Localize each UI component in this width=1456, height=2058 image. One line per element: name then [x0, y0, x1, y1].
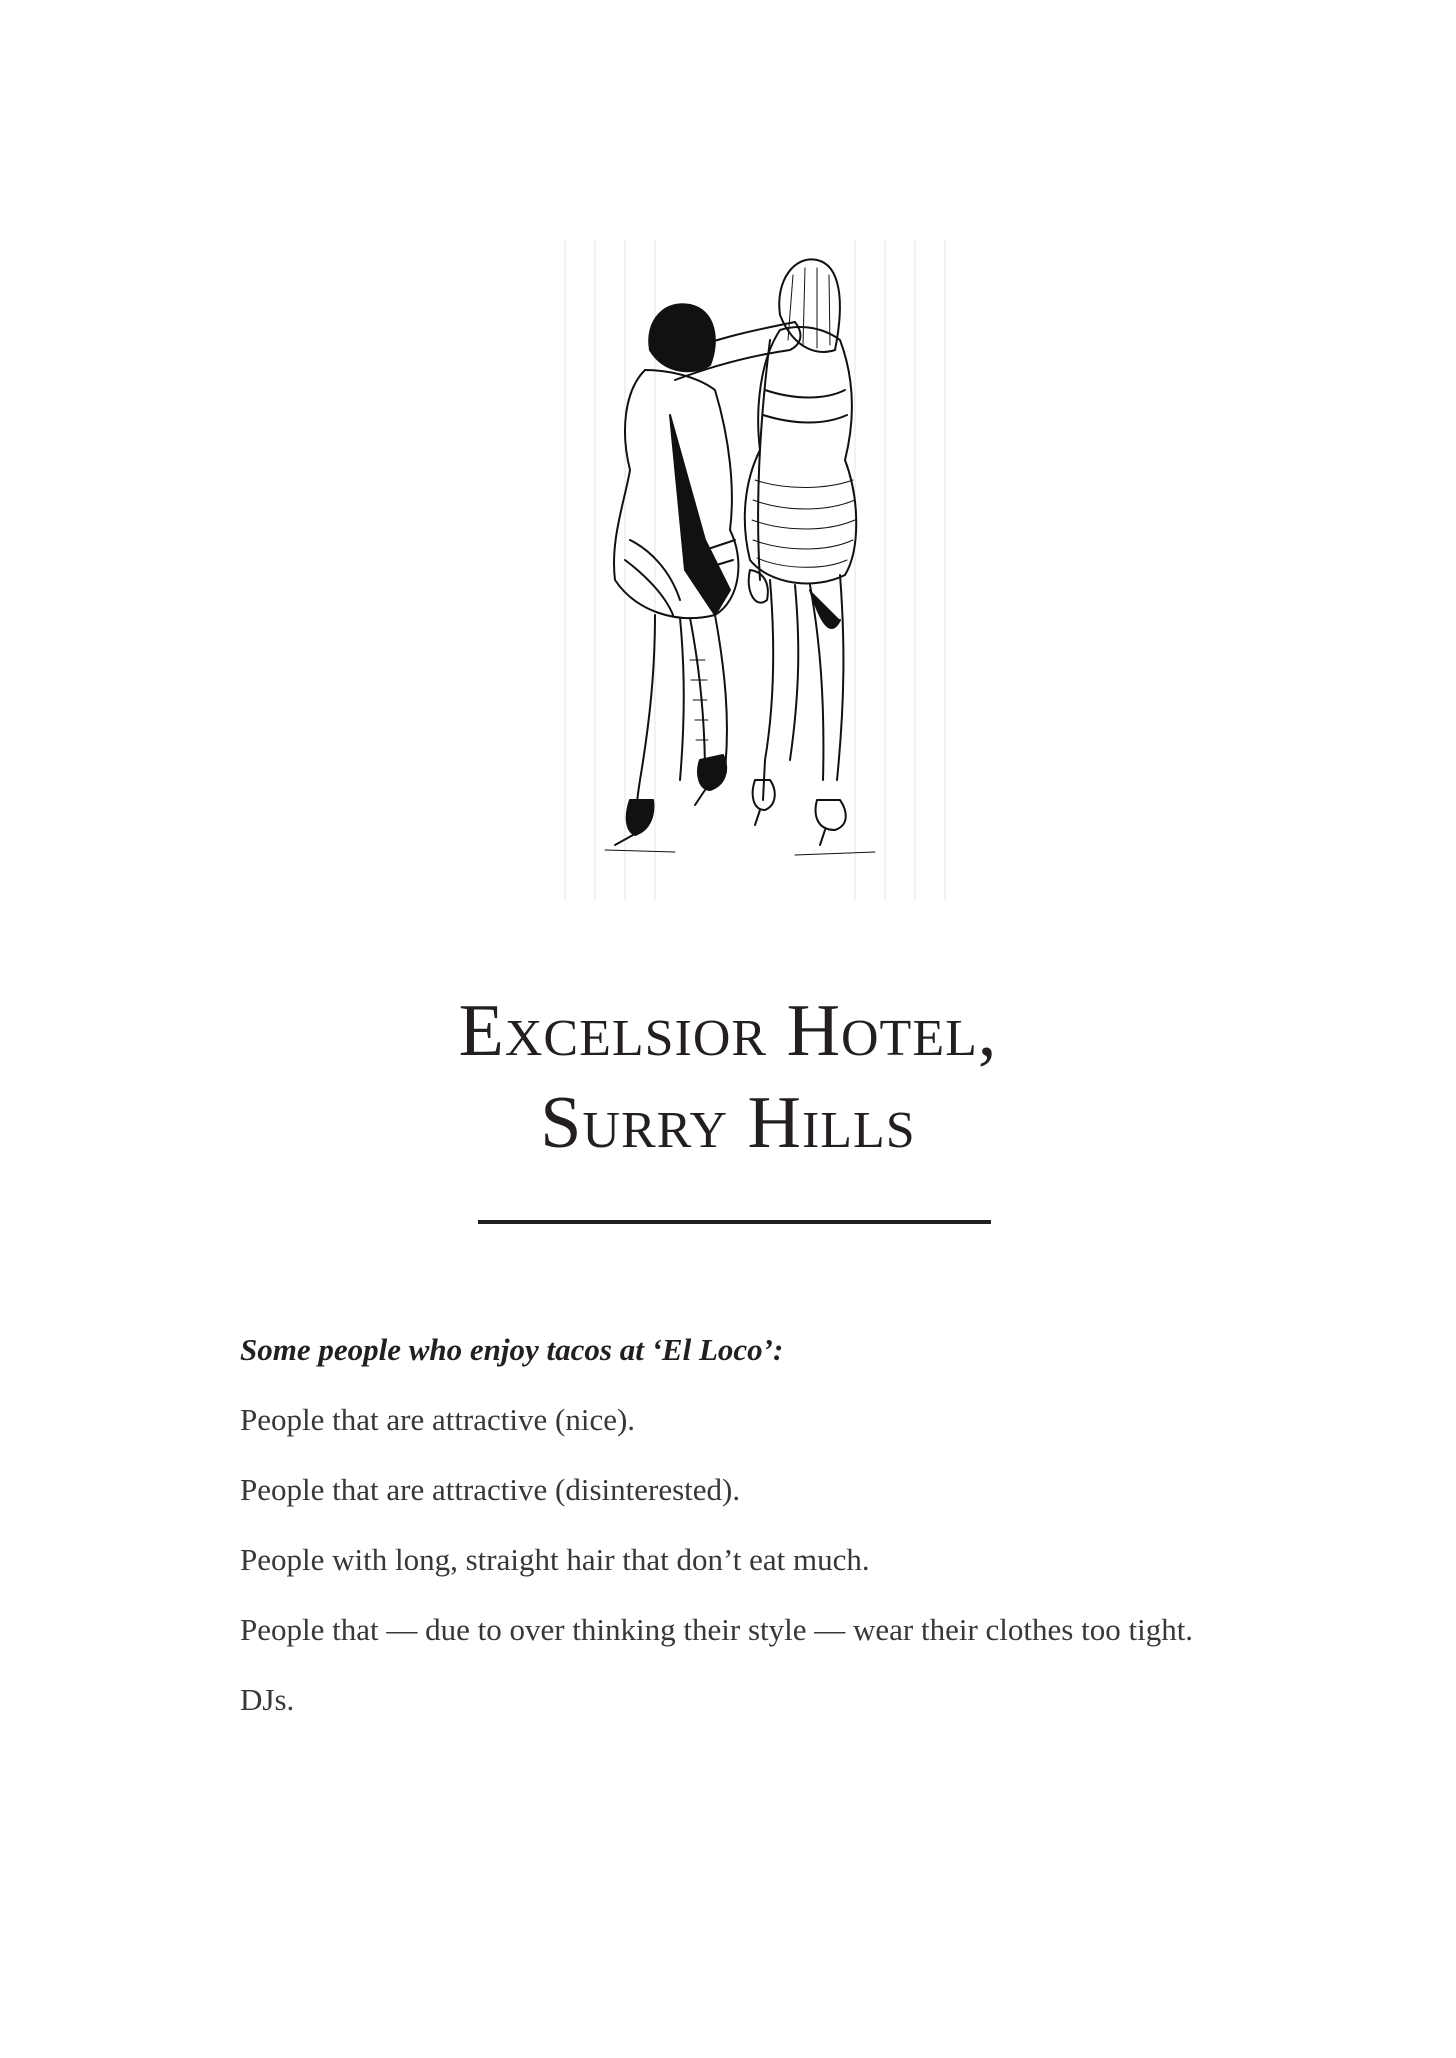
list-item: People that are attractive (nice). [240, 1402, 636, 1437]
list-item: DJs. [240, 1682, 295, 1717]
list-item: People with long, straight hair that don’t eat much. [240, 1542, 870, 1577]
page-title [0, 985, 1456, 1169]
intro-heading: Some people who enjoy tacos at ‘El Loco’: [240, 1332, 784, 1367]
body-text [240, 1330, 1225, 1750]
title-divider [478, 1220, 991, 1224]
title-line-1: Excelsior Hotel, [458, 990, 998, 1072]
list-item: People that are attractive (disinterested). [240, 1472, 741, 1507]
title-line-2: Surry Hills [540, 1082, 916, 1164]
list-item: People that — due to over thinking their style — wear their clothes too tight. [240, 1612, 1194, 1647]
two-women-walking-sketch-icon [555, 240, 955, 910]
